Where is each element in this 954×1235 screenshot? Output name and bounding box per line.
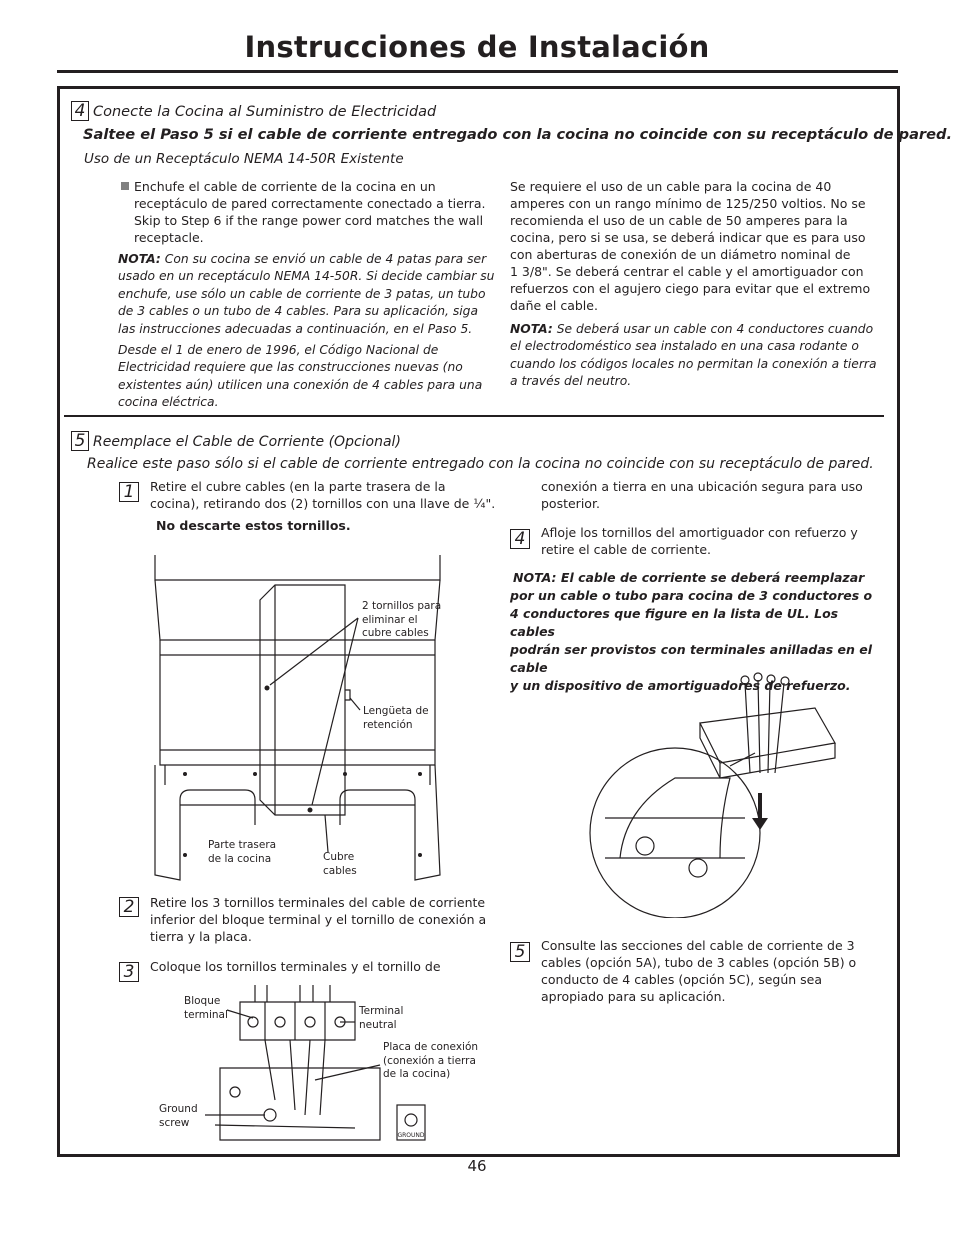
line: apropiado para su aplicación. <box>541 989 726 1004</box>
line: refuerzos con el agujero ciego para evitar que el extremo <box>510 281 871 296</box>
step4-note2 <box>118 342 498 412</box>
ground-tag-hole <box>405 1114 417 1126</box>
screw-dot <box>183 772 187 776</box>
step5-subheading: Realice este paso sólo si el cable de corriente entregado con la cocina no coincide con su receptáculo de pared. <box>87 456 874 472</box>
label-retention-tab <box>363 705 429 732</box>
line: cocina eléctrica. <box>118 395 219 410</box>
wires-down <box>265 1040 325 1115</box>
line: Coloque los tornillos terminales y el tornillo de <box>150 959 441 974</box>
line: Enchufe el cable de corriente de la cocina en un <box>134 179 436 194</box>
sub4-text <box>541 524 881 558</box>
section-divider <box>64 415 884 417</box>
sub3-text <box>150 958 500 975</box>
bracket-edge <box>700 723 720 778</box>
step4-right-text <box>510 178 885 314</box>
ring-terminal <box>767 675 775 683</box>
label-ground-plate <box>383 1041 478 1082</box>
panel-top <box>155 555 440 580</box>
line: cuando los códigos locales no permitan la conexión a tierra <box>510 356 877 371</box>
line: Consulte las secciones del cable de corriente de 3 <box>541 938 855 953</box>
line: screw <box>159 1116 190 1129</box>
line: (conexión a tierra <box>383 1054 476 1067</box>
title-rule <box>57 70 898 73</box>
line: tierra y la placa. <box>150 929 252 944</box>
label-ground-screw <box>159 1103 198 1130</box>
line: enchufe, use sólo un cable de corriente de 3 patas, un tubo <box>118 286 486 301</box>
line: Skip to Step 6 if the range power cord matches the wall <box>134 213 484 228</box>
cover-screw <box>265 686 270 691</box>
step4-section-title: Uso de un Receptáculo NEMA 14-50R Existente <box>84 151 404 167</box>
step4-note1 <box>118 251 498 338</box>
line: conexión a tierra en una ubicación segura para uso <box>541 479 863 494</box>
line: cocina), retirando dos (2) tornillos con una llave de ¼". <box>150 496 496 511</box>
leader-line <box>312 618 358 805</box>
line: inferior del bloque terminal y el tornillo de conexión a <box>150 912 487 927</box>
line: Retire el cubre cables (en la parte trasera de la <box>150 479 446 494</box>
leader-line <box>325 815 328 852</box>
sub5-text <box>541 937 881 1005</box>
line: Con su cocina se envió un cable de 4 patas para ser <box>160 252 487 266</box>
line: cubre cables <box>362 627 429 639</box>
line: usado en un receptáculo NEMA 14-50R. Si decide cambiar su <box>118 269 495 284</box>
line: Bloque <box>184 995 221 1007</box>
note-label: NOTA: <box>118 252 161 266</box>
line: existentes aún) utilicen una conexión de 4 cables para una <box>118 377 483 392</box>
line: Afloje los tornillos del amortiguador con refuerzo y <box>541 525 858 540</box>
step4-subheading: Saltee el Paso 5 si el cable de corriente entregado con la cocina no coincide con su receptáculo de pared. <box>83 126 952 143</box>
wires-top <box>255 985 330 1002</box>
line: Desde el 1 de enero de 1996, el Código Nacional de <box>118 343 439 357</box>
step5-heading: Reemplace el Cable de Corriente (Opcional) <box>93 434 401 450</box>
screw-dot <box>253 772 257 776</box>
figure-strain-relief <box>580 668 845 918</box>
line: Se deberá usar un cable con 4 conductores cuando <box>552 322 874 336</box>
line: receptacle. <box>134 230 204 245</box>
ground-screw <box>230 1087 240 1097</box>
line: el electrodoméstico sea instalado en una casa rodante o <box>510 339 859 354</box>
retention-tab <box>345 690 350 700</box>
line: Placa de conexión <box>383 1041 479 1053</box>
line: retención <box>363 718 413 731</box>
panel-edge <box>165 765 430 785</box>
line: de la cocina) <box>383 1068 451 1080</box>
line: 2 tornillos para <box>362 600 442 612</box>
block-dividers <box>265 1002 325 1040</box>
detail-circle <box>590 748 760 918</box>
line: 4 conductores que figure en la lista de UL. Los cables <box>510 606 839 639</box>
ring-terminal <box>754 673 762 681</box>
plate-edge <box>215 1125 355 1128</box>
note-label: NOTA: <box>510 322 553 336</box>
line: NOTA: El cable de corriente se deberá reemplazar <box>513 570 865 585</box>
cable-wires <box>745 680 784 773</box>
detail-rails <box>605 818 745 858</box>
leader-line <box>315 1065 380 1080</box>
line: conducto de 4 cables (opción 5C), según sea <box>541 972 823 987</box>
line: Se requiere el uso de un cable para la cocina de 40 <box>510 179 832 194</box>
line: Ground <box>159 1103 198 1115</box>
ring-terminal <box>781 677 789 685</box>
line: Retire los 3 tornillos terminales del cable de corriente <box>150 895 486 910</box>
terminal-screw <box>248 1017 258 1027</box>
line: Lengüeta de <box>363 705 429 717</box>
clamp-screw <box>689 859 707 877</box>
sub2-text <box>150 894 500 945</box>
cover-screw <box>308 808 313 813</box>
line: de la cocina <box>208 852 272 865</box>
sub1-number-box: 1 <box>119 482 139 502</box>
label-neutral-terminal <box>359 1005 403 1032</box>
sub3-number-box: 3 <box>119 962 139 982</box>
ring-terminal <box>741 676 749 684</box>
line: las instrucciones adecuadas a continuación, en el Paso 5. <box>118 321 473 336</box>
line: Electricidad requiere que las construcciones nuevas (no <box>118 360 463 375</box>
sub4-number-box: 4 <box>510 529 530 549</box>
label-terminal-block <box>184 995 228 1022</box>
step4-right-note <box>510 321 885 391</box>
terminal-block <box>240 1002 355 1040</box>
line: con aberturas de conexión de un diámetro nominal de <box>510 247 851 262</box>
line: amperes con un rango mínimo de 125/250 voltios. No se <box>510 196 866 211</box>
line: receptáculo de pared correctamente conectado a tierra. <box>134 196 486 211</box>
line: Terminal <box>359 1005 404 1017</box>
step4-bullet-text <box>134 178 494 246</box>
bullet-square-icon <box>121 182 129 190</box>
leader-line <box>350 698 360 710</box>
ground-screw <box>264 1109 276 1121</box>
panel-middle <box>160 640 435 765</box>
leader-line <box>730 753 755 766</box>
sub1-text <box>150 478 500 512</box>
terminal-screw <box>305 1017 315 1027</box>
line: de 3 cables o un tubo de 4 cables. Para su aplicación, siga <box>118 304 479 319</box>
step5-number-box: 5 <box>71 431 89 451</box>
cable-cover <box>260 585 345 815</box>
line: eliminar el <box>362 613 418 626</box>
line: cables <box>323 864 357 877</box>
line: podrán ser provistos con terminales anilladas en el cable <box>510 642 873 675</box>
label-cable-cover <box>323 851 357 878</box>
line: Cubre <box>323 851 355 863</box>
sub1-bold-note: No descarte estos tornillos. <box>156 518 351 533</box>
label-screws <box>362 600 441 641</box>
sub5-number-box: 5 <box>510 942 530 962</box>
line: terminal <box>184 1008 228 1021</box>
line: posterior. <box>541 496 600 511</box>
screw-dot <box>183 853 187 857</box>
sub2-number-box: 2 <box>119 897 139 917</box>
label-range-back <box>208 839 276 866</box>
screw-dot <box>418 853 422 857</box>
step4-heading: Conecte la Cocina al Suministro de Electricidad <box>93 104 437 120</box>
page-number: 46 <box>467 1157 487 1175</box>
line: cocina, pero si se usa, se deberá indicar que es para uso <box>510 230 866 245</box>
sub3-continued <box>541 478 881 512</box>
line: Parte trasera <box>208 839 277 851</box>
bracket <box>700 708 835 763</box>
mounting-plate <box>220 1068 380 1140</box>
step4-number-box: 4 <box>71 101 89 121</box>
line: cables (opción 5A), tubo de 3 cables (opción 5B) o <box>541 955 857 970</box>
ground-tag-text: GROUND <box>397 1132 425 1139</box>
line: neutral <box>359 1018 397 1031</box>
screw-dot <box>418 772 422 776</box>
line: retire el cable de corriente. <box>541 542 712 557</box>
line: recomienda el uso de un cable de 50 amperes para la <box>510 213 848 228</box>
line: a través del neutro. <box>510 374 632 389</box>
line: y un dispositivo de amortiguadores de refuerzo. <box>510 678 851 693</box>
line: 1 3/8". Se deberá centrar el cable y el amortiguador con <box>510 264 864 279</box>
line: dañe el cable. <box>510 298 598 313</box>
terminal-screw <box>275 1017 285 1027</box>
clamp-screw <box>636 837 654 855</box>
page-title: Instrucciones de Instalación <box>244 30 710 64</box>
line: por un cable o tubo para cocina de 3 conductores o <box>510 588 873 603</box>
panel-ribs <box>160 655 435 750</box>
